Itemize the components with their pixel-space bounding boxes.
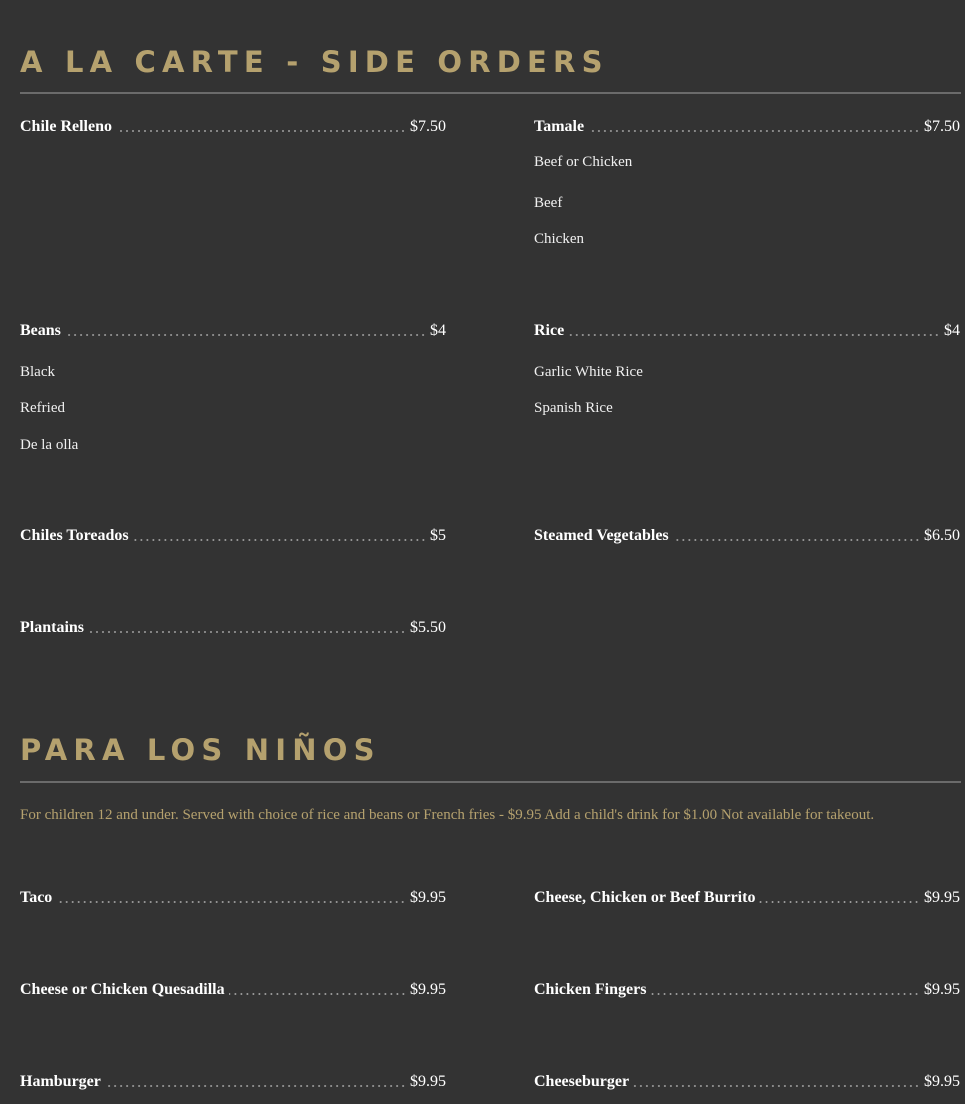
item-price: $7.50 — [410, 118, 446, 135]
item-name: Cheese or Chicken Quesadilla — [20, 981, 225, 998]
item-option: Garlic White Rice — [534, 364, 643, 380]
item-price: $4 — [944, 322, 960, 339]
menu-item-beans — [20, 320, 446, 342]
menu-item-burrito — [534, 887, 960, 909]
item-price: $6.50 — [924, 527, 960, 544]
menu-item-rice — [534, 320, 960, 342]
menu-item-tamale — [534, 116, 960, 138]
item-price: $9.95 — [410, 889, 446, 906]
item-name: Chile Relleno — [20, 118, 112, 135]
dot-leader — [633, 1084, 920, 1088]
dot-leader — [65, 333, 426, 337]
section-divider — [20, 92, 961, 94]
item-option: Beef or Chicken — [534, 154, 633, 170]
dot-leader — [88, 630, 406, 634]
item-name: Plantains — [20, 619, 85, 636]
menu-item-chicken-fingers — [534, 979, 960, 1001]
item-name: Beans — [20, 322, 61, 339]
menu-item-chile-relleno — [20, 116, 446, 138]
item-name: Chicken Fingers — [534, 981, 647, 998]
menu-item-steamed-vegetables — [534, 525, 960, 547]
item-price: $9.95 — [924, 889, 960, 906]
item-price: $9.95 — [924, 1073, 960, 1090]
menu-item-quesadilla — [20, 979, 446, 1001]
item-option: Chicken — [534, 231, 584, 247]
item-name: Taco — [20, 889, 53, 906]
item-option: Refried — [20, 400, 65, 416]
item-name: Steamed Vegetables — [534, 527, 669, 544]
dot-leader — [105, 1084, 406, 1088]
item-option: Beef — [534, 195, 563, 211]
item-name: Rice — [534, 322, 565, 339]
item-option: Spanish Rice — [534, 400, 613, 416]
item-price: $7.50 — [924, 118, 960, 135]
dot-leader — [56, 900, 406, 904]
item-option: De la olla — [20, 437, 79, 453]
item-price: $5.50 — [410, 619, 446, 636]
item-name: Tamale — [534, 118, 585, 135]
item-name: Cheeseburger — [534, 1073, 630, 1090]
item-option: Black — [20, 364, 55, 380]
menu-item-hamburger — [20, 1071, 446, 1093]
dot-leader — [568, 333, 940, 337]
dot-leader — [673, 538, 920, 542]
dot-leader — [759, 900, 920, 904]
menu-item-plantains — [20, 617, 446, 639]
section-note: For children 12 and under. Served with choice of rice and beans or French fries - $9.95 Add a child's drink for $1.00 Not available for takeout. — [20, 807, 875, 823]
menu-item-chiles-toreados — [20, 525, 446, 547]
item-price: $9.95 — [410, 1073, 446, 1090]
item-price: $4 — [430, 322, 446, 339]
section-divider — [20, 781, 961, 783]
section-title-side-orders: A LA CARTE - SIDE ORDERS — [20, 45, 609, 79]
dot-leader — [116, 129, 406, 133]
menu-item-taco — [20, 887, 446, 909]
dot-leader — [229, 992, 406, 996]
item-price: $9.95 — [410, 981, 446, 998]
item-name: Chiles Toreados — [20, 527, 129, 544]
item-name: Cheese, Chicken or Beef Burrito — [534, 889, 756, 906]
item-price: $5 — [430, 527, 446, 544]
menu-item-cheeseburger — [534, 1071, 960, 1093]
dot-leader — [650, 992, 920, 996]
item-price: $9.95 — [924, 981, 960, 998]
item-name: Hamburger — [20, 1073, 101, 1090]
dot-leader — [588, 129, 920, 133]
dot-leader — [133, 538, 426, 542]
section-title-para-los-ninos: PARA LOS NIÑOS — [20, 733, 381, 767]
